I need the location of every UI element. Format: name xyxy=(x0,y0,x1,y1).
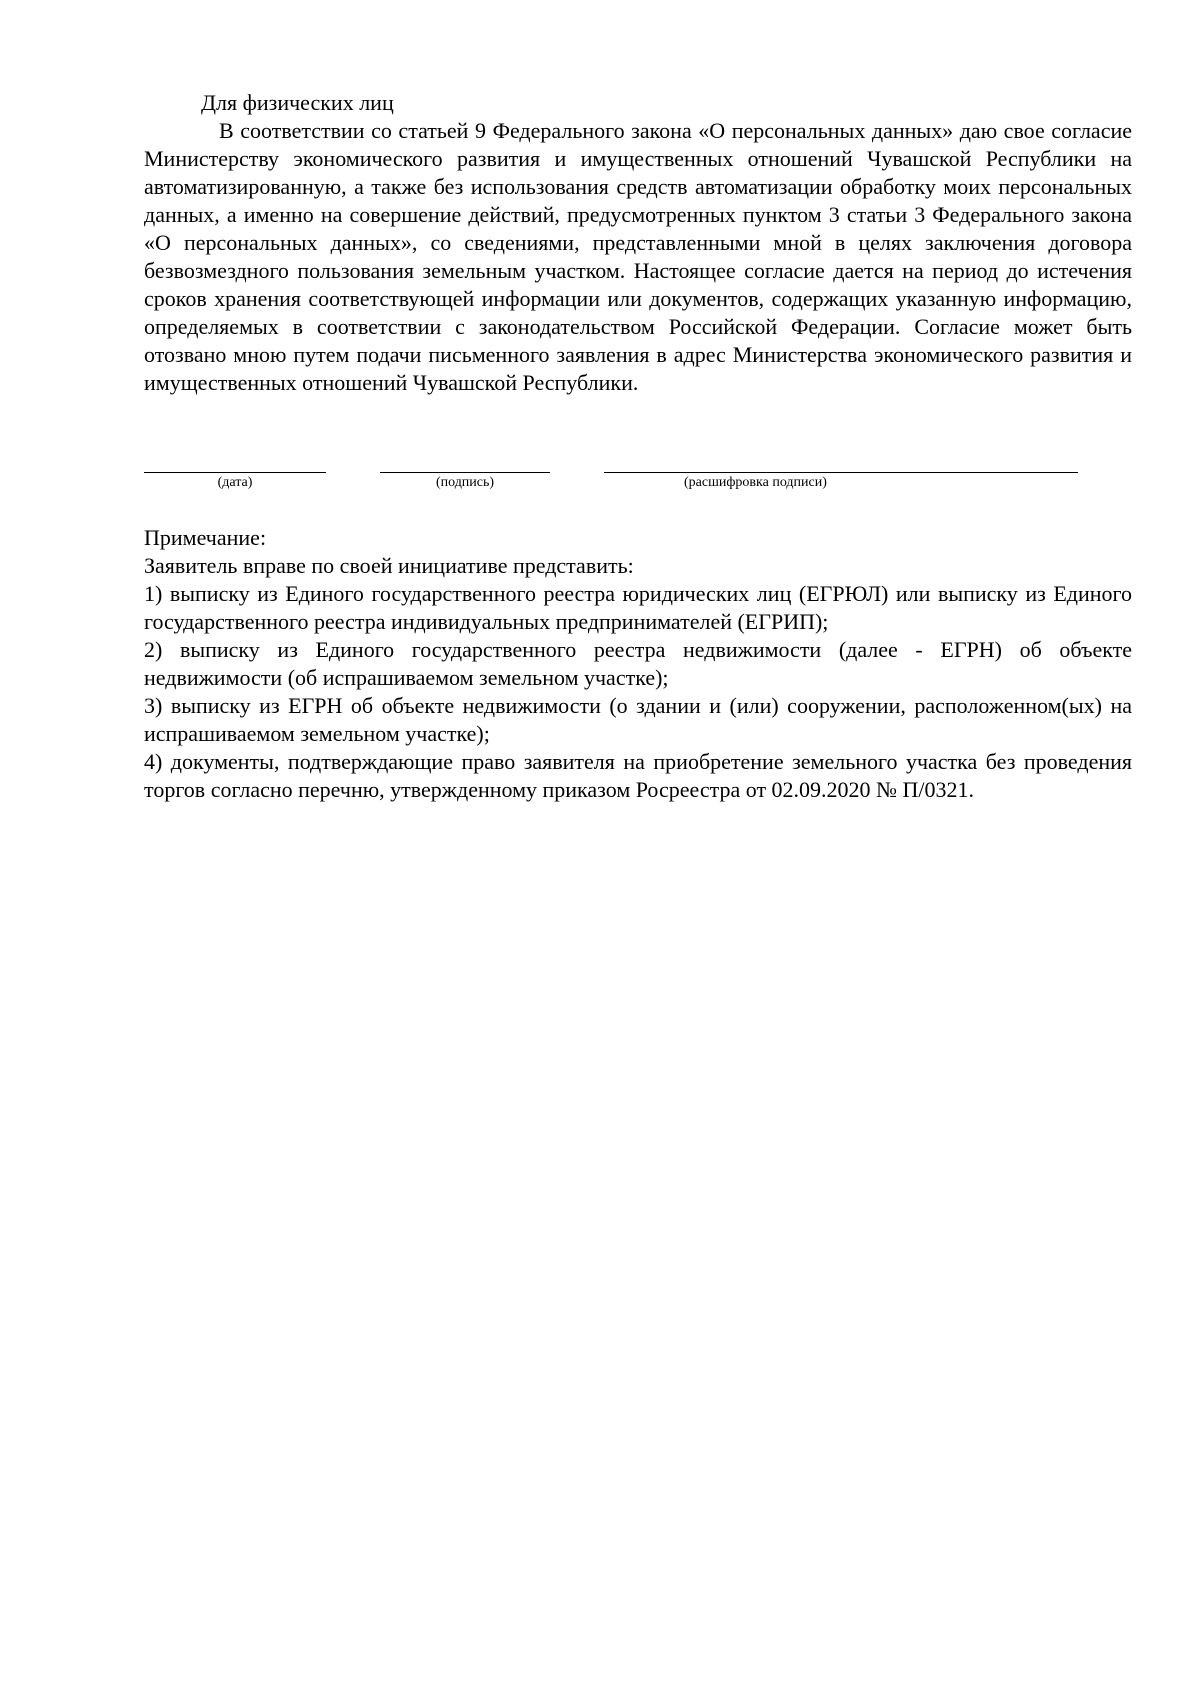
notes-intro: Заявитель вправе по своей инициативе представить: xyxy=(144,553,634,578)
signature-decoding-caption: (расшифровка подписи) xyxy=(684,475,827,490)
signature-row xyxy=(0,448,1200,498)
notes-item: 3) выписку из ЕГРН об объекте недвижимости (о здании и (или) сооружении, расположенном(ых) на испрашиваемом земельном участке); xyxy=(144,693,1132,746)
consent-paragraph: В соответствии со статьей 9 Федерального закона «О персональных данных» даю свое согласие Министерству экономического развития и имущественных отношений Чувашской Республики на автоматизированную, а также без использования средств автоматизации обработку моих персональных данных, а именно на совершение действий, предусмотренных пунктом 3 статьи 3 Федерального закона «О персональных данных», со сведениями, представленными мной в целях заключения договора безвозмездного пользования земельным участком. Настоящее согласие дается на период до истечения сроков хранения соответствующей информации или документов, содержащих указанную информацию, определяемых в соответствии с законодательством Российской Федерации. Согласие может быть отозвано мною путем подачи письменного заявления в адрес Министерства экономического развития и имущественных отношений Чувашской Республики. xyxy=(144,118,1132,395)
document-heading: Для физических лиц xyxy=(201,90,394,115)
notes-title: Примечание: xyxy=(144,525,267,550)
notes-item: 1) выписку из Единого государственного реестра юридических лиц (ЕГРЮЛ) или выписку из Единого государственного реестра индивидуальных предпринимателей (ЕГРИП); xyxy=(144,581,1132,634)
notes-item: 4) документы, подтверждающие право заявителя на приобретение земельного участка без проведения торгов согласно перечню, утвержденному приказом Росреестра от 02.09.2020 № П/0321. xyxy=(144,749,1132,802)
signature-line xyxy=(380,448,550,473)
notes-section xyxy=(144,524,1132,804)
date-line xyxy=(144,448,326,473)
date-field xyxy=(144,448,326,492)
notes-item: 2) выписку из Единого государственного реестра недвижимости (далее - ЕГРН) об объекте недвижимости (об испрашиваемом земельном участке); xyxy=(144,637,1132,690)
date-caption: (дата) xyxy=(217,475,253,490)
signature-caption: (подпись) xyxy=(435,475,495,490)
signature-decoding-field xyxy=(604,448,1078,492)
signature-field xyxy=(380,448,550,492)
signature-decoding-line xyxy=(604,448,1078,473)
